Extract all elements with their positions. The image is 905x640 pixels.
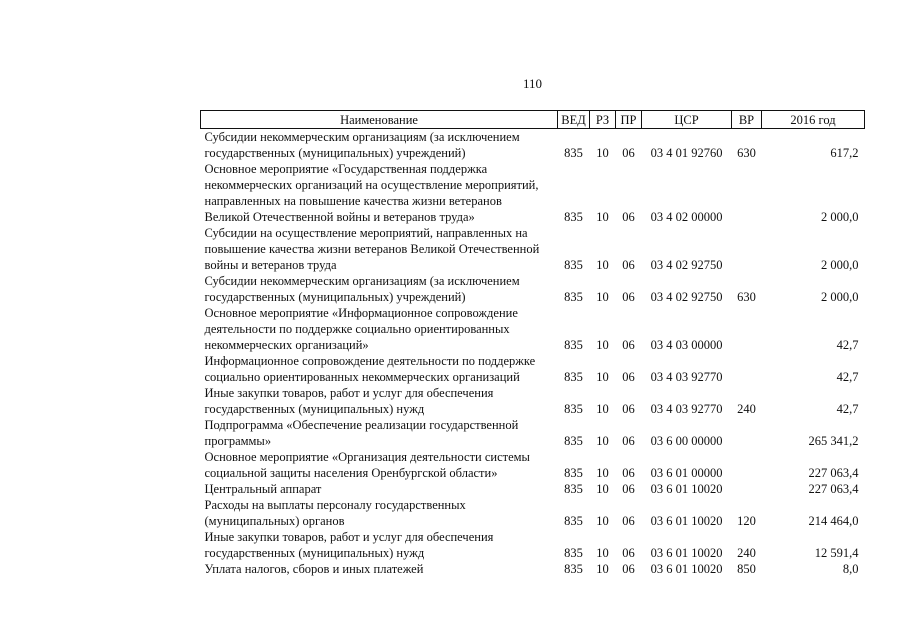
row-name: Информационное сопровождение деятельности по поддержке социально ориентированных некоммерческих организаций — [204, 354, 536, 384]
row-amount: 2 000,0 — [821, 210, 859, 224]
row-pr: 06 — [622, 402, 635, 416]
row-name: Центральный аппарат — [204, 482, 322, 496]
row-pr: 06 — [622, 466, 635, 480]
row-name: Иные закупки товаров, работ и услуг для обеспечения государственных (муниципальных) нужд — [204, 386, 494, 416]
row-vr — [732, 305, 762, 353]
row-rz: 10 — [596, 562, 609, 576]
row-vr — [732, 417, 762, 449]
row-csr: 03 4 03 00000 — [650, 338, 723, 352]
row-csr: 03 6 01 10020 — [650, 546, 723, 560]
row-pr: 06 — [622, 514, 635, 528]
row-pr: 06 — [622, 562, 635, 576]
row-rz: 10 — [596, 210, 609, 224]
row-vr — [732, 161, 762, 225]
row-csr: 03 4 02 00000 — [650, 210, 723, 224]
header-vr: ВР — [732, 111, 762, 129]
row-ved: 835 — [564, 402, 583, 416]
row-rz: 10 — [596, 338, 609, 352]
row-csr: 03 6 01 10020 — [650, 514, 723, 528]
row-csr: 03 6 00 00000 — [650, 434, 723, 448]
row-pr: 06 — [622, 482, 635, 496]
row-vr: 240 — [737, 546, 756, 560]
row-amount: 227 063,4 — [808, 482, 859, 496]
header-ved: ВЕД — [558, 111, 590, 129]
row-name: Уплата налогов, сборов и иных платежей — [204, 562, 424, 576]
row-ved: 835 — [564, 466, 583, 480]
row-csr: 03 4 02 92750 — [650, 258, 723, 272]
row-ved: 835 — [564, 210, 583, 224]
row-name: Подпрограмма «Обеспечение реализации государственной программы» — [204, 418, 519, 448]
page-number: 110 — [522, 76, 543, 91]
row-ved: 835 — [564, 338, 583, 352]
budget-table — [200, 110, 865, 577]
table-header — [201, 111, 865, 129]
row-pr: 06 — [622, 146, 635, 160]
row-pr: 06 — [622, 370, 635, 384]
row-name: Основное мероприятие «Государственная поддержка некоммерческих организаций на осуществление мероприятий, направленных на повышение качества жизни ветеранов Великой Отечественной войны и ветеранов труда» — [204, 162, 539, 224]
row-rz: 10 — [596, 146, 609, 160]
row-amount: 265 341,2 — [808, 434, 859, 448]
row-csr: 03 6 01 10020 — [650, 482, 723, 496]
row-pr: 06 — [622, 290, 635, 304]
table-row — [201, 449, 865, 481]
row-amount: 12 591,4 — [814, 546, 859, 560]
row-amount: 42,7 — [836, 338, 859, 352]
row-amount: 42,7 — [836, 370, 859, 384]
header-name: Наименование — [201, 111, 558, 129]
row-vr — [732, 225, 762, 273]
row-csr: 03 4 02 92750 — [650, 290, 723, 304]
row-name: Субсидии некоммерческим организациям (за исключением государственных (муниципальных) учреждений) — [204, 274, 520, 304]
row-ved: 835 — [564, 482, 583, 496]
table-row — [201, 305, 865, 353]
row-ved: 835 — [564, 370, 583, 384]
table-row — [201, 561, 865, 577]
table-body — [201, 129, 865, 578]
row-amount: 2 000,0 — [821, 290, 859, 304]
row-amount: 214 464,0 — [808, 514, 859, 528]
row-name: Субсидии на осуществление мероприятий, направленных на повышение качества жизни ветеранов Великой Отечественной войны и ветеранов труда — [204, 226, 540, 272]
row-vr: 240 — [737, 402, 756, 416]
row-vr — [732, 481, 762, 497]
row-vr: 630 — [737, 146, 756, 160]
row-rz: 10 — [596, 482, 609, 496]
row-pr: 06 — [622, 258, 635, 272]
row-name: Основное мероприятие «Информационное сопровождение деятельности по поддержке социально ориентированных некоммерческих организаций» — [204, 306, 518, 352]
row-amount: 2 000,0 — [821, 258, 859, 272]
row-ved: 835 — [564, 290, 583, 304]
table-row — [201, 497, 865, 529]
row-vr: 120 — [737, 514, 756, 528]
table-row — [201, 529, 865, 561]
row-name: Иные закупки товаров, работ и услуг для обеспечения государственных (муниципальных) нужд — [204, 530, 494, 560]
row-ved: 835 — [564, 146, 583, 160]
row-amount: 8,0 — [842, 562, 859, 576]
row-rz: 10 — [596, 290, 609, 304]
row-pr: 06 — [622, 338, 635, 352]
row-rz: 10 — [596, 258, 609, 272]
table-row — [201, 385, 865, 417]
row-csr: 03 4 03 92770 — [650, 370, 723, 384]
row-csr: 03 4 01 92760 — [650, 146, 723, 160]
header-year: 2016 год — [762, 111, 865, 129]
row-pr: 06 — [622, 546, 635, 560]
row-ved: 835 — [564, 546, 583, 560]
table-row — [201, 161, 865, 225]
row-vr: 630 — [737, 290, 756, 304]
table-row — [201, 129, 865, 162]
row-pr: 06 — [622, 210, 635, 224]
row-rz: 10 — [596, 466, 609, 480]
table-row — [201, 273, 865, 305]
row-name: Основное мероприятие «Организация деятельности системы социальной защиты населения Оренбургской области» — [204, 450, 530, 480]
row-vr — [732, 449, 762, 481]
row-name: Расходы на выплаты персоналу государственных (муниципальных) органов — [204, 498, 466, 528]
row-pr: 06 — [622, 434, 635, 448]
row-rz: 10 — [596, 546, 609, 560]
row-amount: 227 063,4 — [808, 466, 859, 480]
row-amount: 42,7 — [836, 402, 859, 416]
table-row — [201, 481, 865, 497]
row-rz: 10 — [596, 370, 609, 384]
row-rz: 10 — [596, 402, 609, 416]
table-row — [201, 353, 865, 385]
row-ved: 835 — [564, 434, 583, 448]
row-rz: 10 — [596, 514, 609, 528]
row-ved: 835 — [564, 562, 583, 576]
row-vr: 850 — [737, 562, 756, 576]
row-ved: 835 — [564, 514, 583, 528]
row-csr: 03 6 01 00000 — [650, 466, 723, 480]
row-vr — [732, 353, 762, 385]
table-row — [201, 225, 865, 273]
header-csr: ЦСР — [642, 111, 732, 129]
row-ved: 835 — [564, 258, 583, 272]
row-csr: 03 4 03 92770 — [650, 402, 723, 416]
row-name: Субсидии некоммерческим организациям (за исключением государственных (муниципальных) учреждений) — [204, 130, 520, 160]
table-row — [201, 417, 865, 449]
row-csr: 03 6 01 10020 — [650, 562, 723, 576]
row-rz: 10 — [596, 434, 609, 448]
header-pr: ПР — [616, 111, 642, 129]
header-rz: РЗ — [590, 111, 616, 129]
row-amount: 617,2 — [830, 146, 859, 160]
